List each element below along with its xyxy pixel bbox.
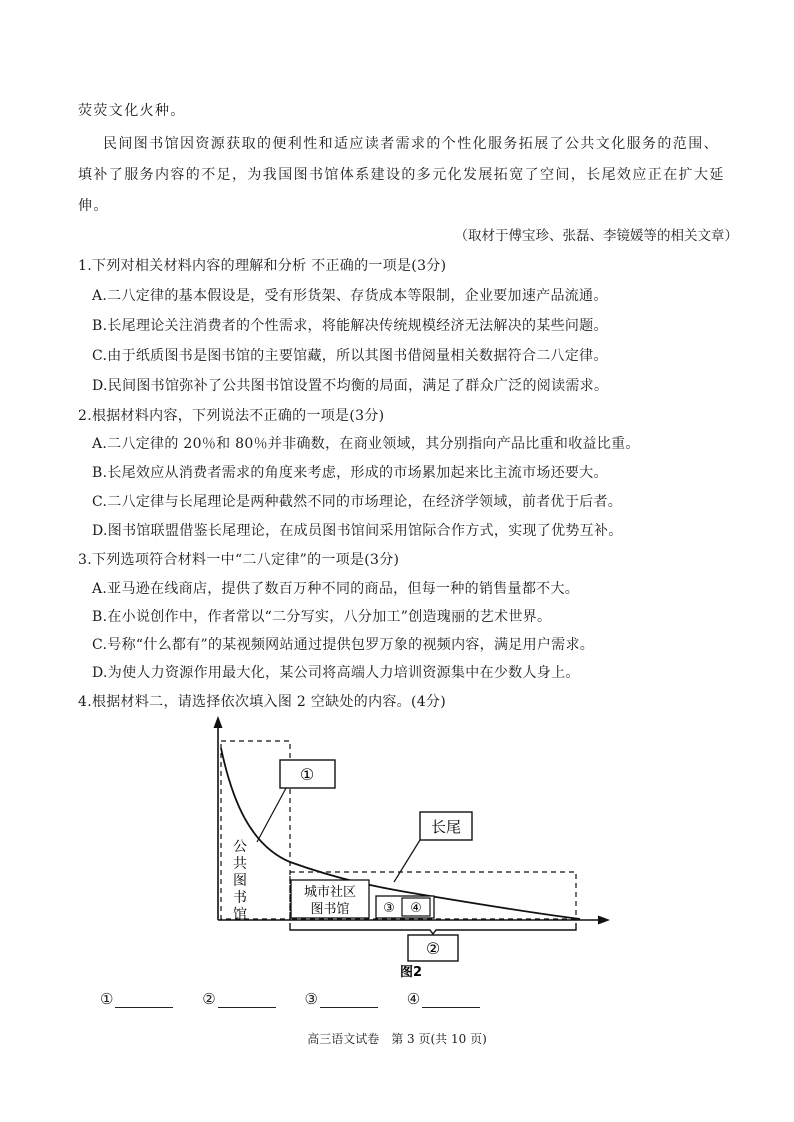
public-library-char-1: 公 [233, 839, 247, 855]
question-1-option-c: C.由于纸质图书是图书馆的主要馆藏，所以其图书借阅量相关数据符合二八定律。 [92, 348, 608, 364]
public-library-char-5: 馆 [233, 907, 247, 923]
question-2-stem: 2.根据材料内容，下列说法不正确的一项是(3分) [78, 408, 385, 424]
city-library-label-line2: 图书馆 [310, 902, 350, 917]
public-library-char-4: 书 [233, 890, 247, 906]
question-2-option-a: A.二八定律的 20％和 80％并非确数，在商业领域，其分别指向产品比重和收益比重。 [92, 436, 640, 452]
paragraph-line: 填补了服务内容的不足，为我国图书馆体系建设的多元化发展拓宽了空间，长尾效应正在扩大延 [78, 167, 725, 183]
long-tail-curve [221, 748, 580, 919]
x-axis-arrow-icon [598, 916, 610, 925]
question-3-option-b: B.在小说创作中，作者常以“二分写实，八分加工”创造瑰丽的艺术世界。 [92, 609, 552, 625]
answer-blank-1[interactable]: ① [100, 990, 173, 1008]
answer-blanks [100, 990, 504, 1008]
question-1-option-b: B.长尾理论关注消费者的个性需求，将能解决传统规模经济无法解决的某些问题。 [92, 318, 608, 334]
paragraph-line: 民间图书馆因资源获取的便利性和适应读者需求的个性化服务拓展了公共文化服务的范围、 [103, 136, 719, 152]
question-2-option-d: D.图书馆联盟借鉴长尾理论，在成员图书馆间采用馆际合作方式，实现了优势互补。 [92, 523, 623, 539]
tail-brace [290, 923, 576, 934]
question-3-option-d: D.为使人力资源作用最大化，某公司将高端人力培训资源集中在少数人身上。 [92, 665, 580, 681]
answer-blank-3[interactable]: ③ [304, 990, 377, 1008]
y-axis-arrow-icon [214, 716, 223, 728]
question-3-option-a: A.亚马逊在线商店，提供了数百万种不同的商品，但每一种的销售量都不大。 [92, 581, 580, 597]
question-2-option-c: C.二八定律与长尾理论是两种截然不同的市场理论，在经济学领域，前者优于后者。 [92, 494, 623, 510]
city-library-label-line1: 城市社区 [303, 885, 357, 900]
question-1-stem: 1.下列对相关材料内容的理解和分析 不正确的一项是(3分) [78, 258, 447, 274]
source-citation: （取材于傅宝珍、张磊、李镜媛等的相关文章） [454, 228, 738, 244]
answer-blank-2[interactable]: ② [202, 990, 275, 1008]
blank-box-4-label: ④ [410, 901, 422, 916]
paragraph-fragment: 荧荧文化火种。 [78, 103, 186, 119]
public-library-char-3: 图 [233, 873, 247, 889]
question-3-stem: 3.下列选项符合材料一中“二八定律”的一项是(3分) [78, 552, 400, 568]
blank-box-3-label: ③ [383, 901, 395, 916]
paragraph-line: 伸。 [78, 198, 109, 214]
question-1-option-a: A.二八定律的基本假设是，受有形货架、存货成本等限制，企业要加速产品流通。 [92, 288, 608, 304]
figure-caption: 图2 [399, 965, 423, 980]
blank-box-1-label: ① [299, 765, 315, 784]
answer-blank-4[interactable]: ④ [407, 990, 480, 1008]
page-footer: 高三语文试卷 第 3 页(共 10 页) [307, 1032, 487, 1046]
question-2-option-b: B.长尾效应从消费者需求的角度来考虑，形成的市场累加起来比主流市场还要大。 [92, 465, 608, 481]
question-1-option-d: D.民间图书馆弥补了公共图书馆设置不均衡的局面，满足了群众广泛的阅读需求。 [92, 378, 609, 394]
question-3-option-c: C.号称“什么都有”的某视频网站通过提供包罗万象的视频内容，满足用户需求。 [92, 637, 595, 653]
changwei-label: 长尾 [430, 818, 462, 836]
blank-box-2-label: ② [425, 939, 441, 958]
public-library-char-2: 共 [233, 856, 247, 872]
pointer-line-changwei [394, 840, 420, 882]
question-4-stem: 4.根据材料二，请选择依次填入图 2 空缺处的内容。(4分) [78, 694, 446, 710]
